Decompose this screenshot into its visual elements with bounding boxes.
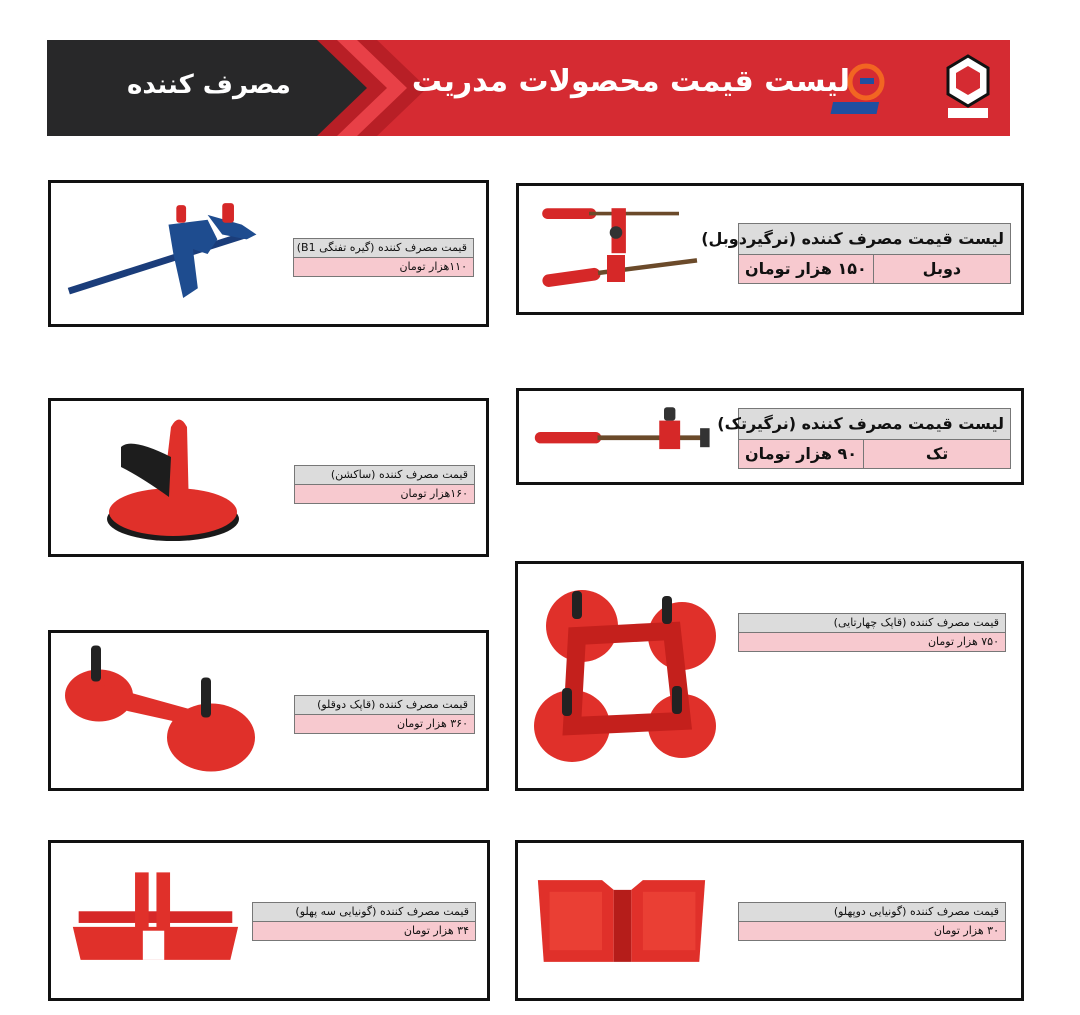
price-table-gun-clamp — [293, 238, 474, 277]
product-price: ۹۰ هزار تومان — [745, 444, 858, 463]
apadana-logo-icon — [840, 60, 890, 120]
product-price: ۷۵۰ هزار تومان — [739, 633, 1005, 651]
suction-image — [101, 407, 251, 547]
three-corner-image — [67, 871, 242, 971]
product-title: قیمت مصرف کننده (گونیایی سه پهلو) — [253, 903, 475, 922]
product-card-double-clamp — [516, 183, 1024, 315]
price-table-single-clamp — [717, 408, 1011, 469]
product-card-suction — [48, 398, 489, 557]
consumer-label: مصرف کننده — [127, 70, 291, 100]
product-price: ۳۰ هزار تومان — [739, 922, 1005, 940]
product-title: قیمت مصرف کننده (گونیایی دوپهلو) — [739, 903, 1005, 922]
double-clamp-image — [535, 198, 715, 303]
price-table-double-suction — [294, 695, 475, 734]
price-table-quad-suction — [738, 613, 1006, 652]
product-title: لیست قیمت مصرف کننده (نرگیردوبل) — [739, 224, 1010, 255]
product-title: قیمت مصرف کننده (گیره تفنگی B1) — [294, 239, 473, 258]
page-title: لیست قیمت محصولات مدریت — [411, 64, 850, 99]
product-card-three-corner — [48, 840, 490, 1001]
product-price: ۳۶۰ هزار تومان — [295, 715, 474, 733]
double-suction-image — [61, 637, 261, 782]
price-row — [739, 440, 1010, 468]
price-table-suction — [294, 465, 475, 504]
price-table-three-corner — [252, 902, 476, 941]
product-type: تک — [863, 440, 1010, 468]
product-card-double-suction — [48, 630, 489, 791]
product-title: قیمت مصرف کننده (ساکشن) — [295, 466, 474, 485]
product-title: قیمت مصرف کننده (قاپک دوقلو) — [295, 696, 474, 715]
product-price: ۳۴ هزار تومان — [253, 922, 475, 940]
gun-clamp-image — [61, 185, 276, 323]
product-card-single-clamp — [516, 388, 1024, 485]
two-corner-image — [534, 871, 709, 971]
price-table-double-clamp — [701, 223, 1011, 284]
product-card-two-corner — [515, 840, 1024, 1001]
product-type: دوبل — [873, 255, 1010, 283]
product-price: ۱۱۰هزار تومان — [294, 258, 473, 276]
product-card-quad-suction — [515, 561, 1024, 791]
single-clamp-image — [531, 403, 721, 461]
price-table-two-corner — [738, 902, 1006, 941]
price-row — [739, 255, 1010, 283]
product-price: ۱۶۰هزار تومان — [295, 485, 474, 503]
product-card-gun-clamp — [48, 180, 489, 327]
product-title: لیست قیمت مصرف کننده (نرگیرتک) — [739, 409, 1010, 440]
product-title: قیمت مصرف کننده (قاپک چهارتایی) — [739, 614, 1005, 633]
madrit-logo-icon — [944, 54, 992, 120]
product-price: ۱۵۰ هزار تومان — [745, 259, 867, 278]
quad-suction-image — [532, 576, 732, 776]
header-banner — [47, 40, 1010, 136]
